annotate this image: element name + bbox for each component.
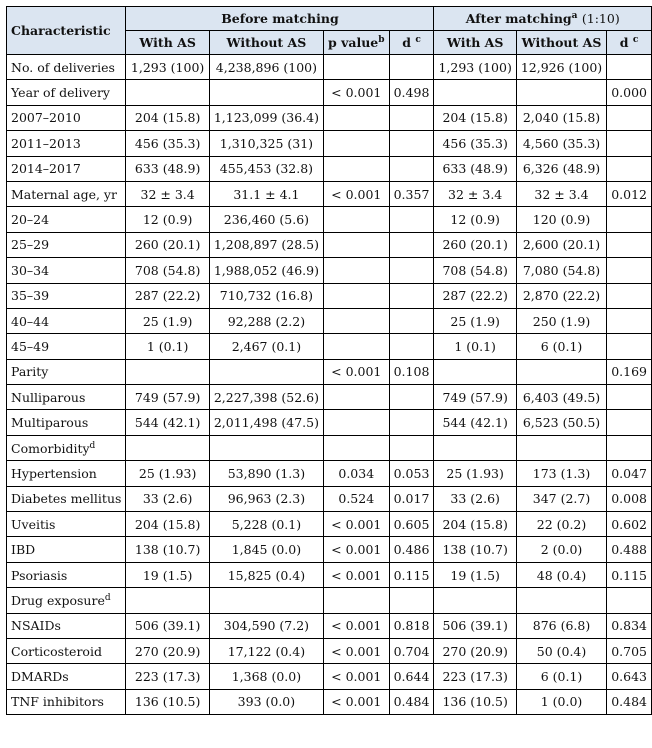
- after-d-cell: [607, 385, 652, 410]
- row-label-text: Drug exposure: [11, 592, 105, 608]
- before-without-as-cell: 17,122 (0.4): [209, 638, 323, 663]
- pvalue-cell: < 0.001: [324, 537, 390, 562]
- pvalue-cell: [324, 131, 390, 156]
- before-with-as-cell: 136 (10.5): [126, 689, 209, 714]
- after-with-as-cell: [434, 359, 516, 384]
- table-row: [7, 308, 652, 333]
- table-row: [7, 638, 652, 663]
- header-before-matching: Before matching: [126, 7, 434, 31]
- after-d-cell: [607, 232, 652, 257]
- pvalue-label: p value: [328, 35, 379, 50]
- before-without-as-cell: 1,845 (0.0): [209, 537, 323, 562]
- row-label: NSAIDs: [7, 613, 126, 638]
- after-with-as-cell: 749 (57.9): [434, 385, 516, 410]
- after-without-as-cell: [516, 435, 606, 460]
- after-d-cell: 0.488: [607, 537, 652, 562]
- after-without-as-cell: 12,926 (100): [516, 55, 606, 80]
- before-with-as-cell: 1 (0.1): [126, 334, 209, 359]
- before-without-as-cell: 2,227,398 (52.6): [209, 385, 323, 410]
- before-without-as-cell: 455,453 (32.8): [209, 156, 323, 181]
- before-without-as-cell: 710,732 (16.8): [209, 283, 323, 308]
- row-label: No. of deliveries: [7, 55, 126, 80]
- pvalue-cell: [324, 435, 390, 460]
- before-with-as-cell: 708 (54.8): [126, 258, 209, 283]
- header-after-matching: [434, 7, 652, 31]
- before-d-cell: [389, 385, 434, 410]
- before-with-as-cell: 138 (10.7): [126, 537, 209, 562]
- before-without-as-cell: 236,460 (5.6): [209, 207, 323, 232]
- after-d-cell: [607, 334, 652, 359]
- before-with-as-cell: 223 (17.3): [126, 664, 209, 689]
- row-label: TNF inhibitors: [7, 689, 126, 714]
- row-label: 2011–2013: [7, 131, 126, 156]
- before-with-as-cell: 270 (20.9): [126, 638, 209, 663]
- before-with-as-cell: [126, 435, 209, 460]
- after-without-as-cell: 22 (0.2): [516, 512, 606, 537]
- table-row: [7, 232, 652, 257]
- before-d-cell: [389, 334, 434, 359]
- pvalue-cell: [324, 385, 390, 410]
- after-with-as-cell: 204 (15.8): [434, 105, 516, 130]
- after-with-as-cell: 708 (54.8): [434, 258, 516, 283]
- pvalue-cell: < 0.001: [324, 512, 390, 537]
- row-label: Nulliparous: [7, 385, 126, 410]
- before-d-cell: 0.704: [389, 638, 434, 663]
- pvalue-cell: [324, 156, 390, 181]
- table-row: [7, 80, 652, 105]
- before-with-as-cell: 1,293 (100): [126, 55, 209, 80]
- row-label: 30–34: [7, 258, 126, 283]
- after-with-as-cell: 287 (22.2): [434, 283, 516, 308]
- table-row: [7, 664, 652, 689]
- pvalue-cell: [324, 308, 390, 333]
- after-with-as-cell: 544 (42.1): [434, 410, 516, 435]
- before-with-as-cell: 260 (20.1): [126, 232, 209, 257]
- row-label: 40–44: [7, 308, 126, 333]
- before-d-cell: 0.053: [389, 461, 434, 486]
- d-sup: c: [632, 34, 639, 45]
- after-d-cell: [607, 588, 652, 613]
- pvalue-cell: [324, 207, 390, 232]
- before-d-cell: 0.108: [389, 359, 434, 384]
- table-row: [7, 283, 652, 308]
- before-with-as-cell: 12 (0.9): [126, 207, 209, 232]
- table-row: [7, 156, 652, 181]
- d-sup: c: [415, 34, 421, 45]
- after-without-as-cell: [516, 588, 606, 613]
- row-label: Year of delivery: [7, 80, 126, 105]
- after-d-cell: [607, 105, 652, 130]
- header-characteristic: Characteristic: [7, 7, 126, 55]
- before-d-cell: [389, 308, 434, 333]
- before-d-cell: 0.818: [389, 613, 434, 638]
- before-with-as-cell: 456 (35.3): [126, 131, 209, 156]
- pvalue-cell: < 0.001: [324, 638, 390, 663]
- table-row: [7, 435, 652, 460]
- row-label: IBD: [7, 537, 126, 562]
- before-with-as-cell: 25 (1.93): [126, 461, 209, 486]
- after-with-as-cell: 223 (17.3): [434, 664, 516, 689]
- pvalue-cell: < 0.001: [324, 664, 390, 689]
- after-with-as-cell: 33 (2.6): [434, 486, 516, 511]
- after-without-as-cell: 6,523 (50.5): [516, 410, 606, 435]
- before-without-as-cell: 5,228 (0.1): [209, 512, 323, 537]
- after-without-as-cell: 7,080 (54.8): [516, 258, 606, 283]
- after-d-cell: 0.602: [607, 512, 652, 537]
- after-with-as-cell: 25 (1.9): [434, 308, 516, 333]
- before-d-cell: 0.486: [389, 537, 434, 562]
- pvalue-cell: 0.524: [324, 486, 390, 511]
- table-row: [7, 258, 652, 283]
- after-without-as-cell: 120 (0.9): [516, 207, 606, 232]
- after-with-as-cell: 456 (35.3): [434, 131, 516, 156]
- pvalue-cell: [324, 105, 390, 130]
- after-without-as-cell: 173 (1.3): [516, 461, 606, 486]
- after-without-as-cell: 2,870 (22.2): [516, 283, 606, 308]
- before-d-cell: [389, 55, 434, 80]
- after-without-as-cell: 4,560 (35.3): [516, 131, 606, 156]
- after-with-as-cell: 32 ± 3.4: [434, 181, 516, 206]
- after-with-as-cell: 506 (39.1): [434, 613, 516, 638]
- after-d-cell: 0.643: [607, 664, 652, 689]
- before-d-cell: 0.605: [389, 512, 434, 537]
- table-row: [7, 55, 652, 80]
- after-d-cell: [607, 410, 652, 435]
- pvalue-cell: 0.034: [324, 461, 390, 486]
- before-without-as-cell: 1,368 (0.0): [209, 664, 323, 689]
- before-without-as-cell: 92,288 (2.2): [209, 308, 323, 333]
- before-without-as-cell: 1,988,052 (46.9): [209, 258, 323, 283]
- after-d-cell: 0.000: [607, 80, 652, 105]
- before-with-as-cell: 204 (15.8): [126, 105, 209, 130]
- after-with-as-cell: 204 (15.8): [434, 512, 516, 537]
- before-d-cell: 0.357: [389, 181, 434, 206]
- table-row: [7, 562, 652, 587]
- before-without-as-cell: [209, 588, 323, 613]
- row-label: 45–49: [7, 334, 126, 359]
- pvalue-cell: [324, 588, 390, 613]
- row-label: Diabetes mellitus: [7, 486, 126, 511]
- pvalue-cell: < 0.001: [324, 562, 390, 587]
- before-with-as-cell: [126, 359, 209, 384]
- before-without-as-cell: [209, 359, 323, 384]
- before-with-as-cell: 749 (57.9): [126, 385, 209, 410]
- after-d-cell: 0.012: [607, 181, 652, 206]
- after-without-as-cell: 2,040 (15.8): [516, 105, 606, 130]
- after-label: After matching: [465, 11, 572, 26]
- row-label: DMARDs: [7, 664, 126, 689]
- d-label: d: [619, 35, 629, 50]
- before-without-as-cell: 15,825 (0.4): [209, 562, 323, 587]
- after-d-cell: [607, 308, 652, 333]
- pvalue-cell: < 0.001: [324, 613, 390, 638]
- row-label: Psoriasis: [7, 562, 126, 587]
- before-with-as-cell: 204 (15.8): [126, 512, 209, 537]
- before-without-as-cell: 31.1 ± 4.1: [209, 181, 323, 206]
- pvalue-cell: [324, 55, 390, 80]
- pvalue-cell: [324, 232, 390, 257]
- after-d-cell: 0.834: [607, 613, 652, 638]
- table-row: [7, 689, 652, 714]
- before-without-as-cell: [209, 435, 323, 460]
- subheader-before-without-as: Without AS: [209, 31, 323, 55]
- before-with-as-cell: [126, 80, 209, 105]
- subheader-after-d: [607, 31, 652, 55]
- after-d-cell: 0.047: [607, 461, 652, 486]
- row-label: Uveitis: [7, 512, 126, 537]
- after-with-as-cell: 633 (48.9): [434, 156, 516, 181]
- after-without-as-cell: 250 (1.9): [516, 308, 606, 333]
- before-without-as-cell: 53,890 (1.3): [209, 461, 323, 486]
- table-row: [7, 334, 652, 359]
- before-with-as-cell: 287 (22.2): [126, 283, 209, 308]
- row-label-text: Comorbidity: [11, 440, 90, 456]
- d-label: d: [402, 35, 411, 50]
- before-with-as-cell: 633 (48.9): [126, 156, 209, 181]
- after-with-as-cell: 138 (10.7): [434, 537, 516, 562]
- before-without-as-cell: 2,467 (0.1): [209, 334, 323, 359]
- after-d-cell: 0.008: [607, 486, 652, 511]
- after-without-as-cell: 2 (0.0): [516, 537, 606, 562]
- characteristics-table: [6, 6, 652, 715]
- after-d-cell: 0.115: [607, 562, 652, 587]
- row-label: Hypertension: [7, 461, 126, 486]
- after-d-cell: 0.705: [607, 638, 652, 663]
- before-without-as-cell: 1,310,325 (31): [209, 131, 323, 156]
- before-d-cell: [389, 258, 434, 283]
- pvalue-cell: [324, 334, 390, 359]
- after-with-as-cell: [434, 80, 516, 105]
- subheader-after-without-as: Without AS: [516, 31, 606, 55]
- after-without-as-cell: 32 ± 3.4: [516, 181, 606, 206]
- table-row: [7, 181, 652, 206]
- before-d-cell: [389, 131, 434, 156]
- before-d-cell: [389, 207, 434, 232]
- pvalue-cell: < 0.001: [324, 359, 390, 384]
- after-d-cell: [607, 435, 652, 460]
- row-label: Parity: [7, 359, 126, 384]
- table-row: [7, 207, 652, 232]
- after-d-cell: [607, 55, 652, 80]
- before-without-as-cell: 2,011,498 (47.5): [209, 410, 323, 435]
- after-with-as-cell: 1 (0.1): [434, 334, 516, 359]
- before-d-cell: 0.115: [389, 562, 434, 587]
- subheader-before-with-as: With AS: [126, 31, 209, 55]
- after-with-as-cell: 1,293 (100): [434, 55, 516, 80]
- table-row: [7, 105, 652, 130]
- after-without-as-cell: 6 (0.1): [516, 334, 606, 359]
- after-without-as-cell: 6 (0.1): [516, 664, 606, 689]
- row-label-sup: d: [89, 440, 96, 451]
- pvalue-cell: [324, 410, 390, 435]
- before-with-as-cell: 544 (42.1): [126, 410, 209, 435]
- table-body: [7, 55, 652, 715]
- row-label: 20–24: [7, 207, 126, 232]
- after-without-as-cell: 1 (0.0): [516, 689, 606, 714]
- subheader-after-with-as: With AS: [434, 31, 516, 55]
- row-label-sup: d: [104, 592, 111, 603]
- after-ratio: (1:10): [581, 11, 620, 26]
- table-row: [7, 512, 652, 537]
- before-without-as-cell: [209, 80, 323, 105]
- before-with-as-cell: 25 (1.9): [126, 308, 209, 333]
- row-label: 2014–2017: [7, 156, 126, 181]
- table-row: [7, 461, 652, 486]
- after-with-as-cell: 260 (20.1): [434, 232, 516, 257]
- after-with-as-cell: [434, 435, 516, 460]
- pvalue-cell: < 0.001: [324, 689, 390, 714]
- after-with-as-cell: 270 (20.9): [434, 638, 516, 663]
- before-without-as-cell: 96,963 (2.3): [209, 486, 323, 511]
- after-d-cell: [607, 156, 652, 181]
- row-label: 2007–2010: [7, 105, 126, 130]
- table-row: [7, 537, 652, 562]
- before-with-as-cell: 33 (2.6): [126, 486, 209, 511]
- after-without-as-cell: [516, 80, 606, 105]
- pvalue-cell: < 0.001: [324, 181, 390, 206]
- after-without-as-cell: 6,326 (48.9): [516, 156, 606, 181]
- row-label: 35–39: [7, 283, 126, 308]
- pvalue-sup: b: [378, 34, 385, 45]
- before-with-as-cell: [126, 588, 209, 613]
- after-d-cell: [607, 131, 652, 156]
- pvalue-cell: [324, 283, 390, 308]
- before-without-as-cell: 1,208,897 (28.5): [209, 232, 323, 257]
- row-label: Multiparous: [7, 410, 126, 435]
- before-d-cell: [389, 105, 434, 130]
- before-d-cell: 0.484: [389, 689, 434, 714]
- after-without-as-cell: 876 (6.8): [516, 613, 606, 638]
- table-row: [7, 588, 652, 613]
- after-sup: a: [571, 10, 578, 21]
- after-without-as-cell: 50 (0.4): [516, 638, 606, 663]
- after-without-as-cell: 2,600 (20.1): [516, 232, 606, 257]
- before-without-as-cell: 304,590 (7.2): [209, 613, 323, 638]
- before-with-as-cell: 19 (1.5): [126, 562, 209, 587]
- before-d-cell: [389, 283, 434, 308]
- before-d-cell: [389, 232, 434, 257]
- before-d-cell: [389, 588, 434, 613]
- after-d-cell: 0.484: [607, 689, 652, 714]
- after-without-as-cell: 347 (2.7): [516, 486, 606, 511]
- after-without-as-cell: 6,403 (49.5): [516, 385, 606, 410]
- before-d-cell: [389, 435, 434, 460]
- after-d-cell: [607, 207, 652, 232]
- table-container: [6, 6, 652, 715]
- before-with-as-cell: 506 (39.1): [126, 613, 209, 638]
- table-row: [7, 613, 652, 638]
- row-label: 25–29: [7, 232, 126, 257]
- before-with-as-cell: 32 ± 3.4: [126, 181, 209, 206]
- before-d-cell: 0.644: [389, 664, 434, 689]
- table-row: [7, 410, 652, 435]
- pvalue-cell: [324, 258, 390, 283]
- after-with-as-cell: 25 (1.93): [434, 461, 516, 486]
- after-without-as-cell: [516, 359, 606, 384]
- before-d-cell: 0.017: [389, 486, 434, 511]
- after-with-as-cell: [434, 588, 516, 613]
- row-label: [7, 588, 126, 613]
- before-d-cell: [389, 410, 434, 435]
- row-label: [7, 435, 126, 460]
- pvalue-cell: < 0.001: [324, 80, 390, 105]
- before-without-as-cell: 393 (0.0): [209, 689, 323, 714]
- after-with-as-cell: 19 (1.5): [434, 562, 516, 587]
- table-row: [7, 486, 652, 511]
- before-d-cell: [389, 156, 434, 181]
- row-label: Corticosteroid: [7, 638, 126, 663]
- after-without-as-cell: 48 (0.4): [516, 562, 606, 587]
- row-label: Maternal age, yr: [7, 181, 126, 206]
- after-d-cell: 0.169: [607, 359, 652, 384]
- subheader-before-d: [389, 31, 434, 55]
- subheader-pvalue: [324, 31, 390, 55]
- after-d-cell: [607, 258, 652, 283]
- after-d-cell: [607, 283, 652, 308]
- before-without-as-cell: 4,238,896 (100): [209, 55, 323, 80]
- table-row: [7, 359, 652, 384]
- before-without-as-cell: 1,123,099 (36.4): [209, 105, 323, 130]
- after-with-as-cell: 12 (0.9): [434, 207, 516, 232]
- after-with-as-cell: 136 (10.5): [434, 689, 516, 714]
- table-row: [7, 385, 652, 410]
- table-row: [7, 131, 652, 156]
- before-d-cell: 0.498: [389, 80, 434, 105]
